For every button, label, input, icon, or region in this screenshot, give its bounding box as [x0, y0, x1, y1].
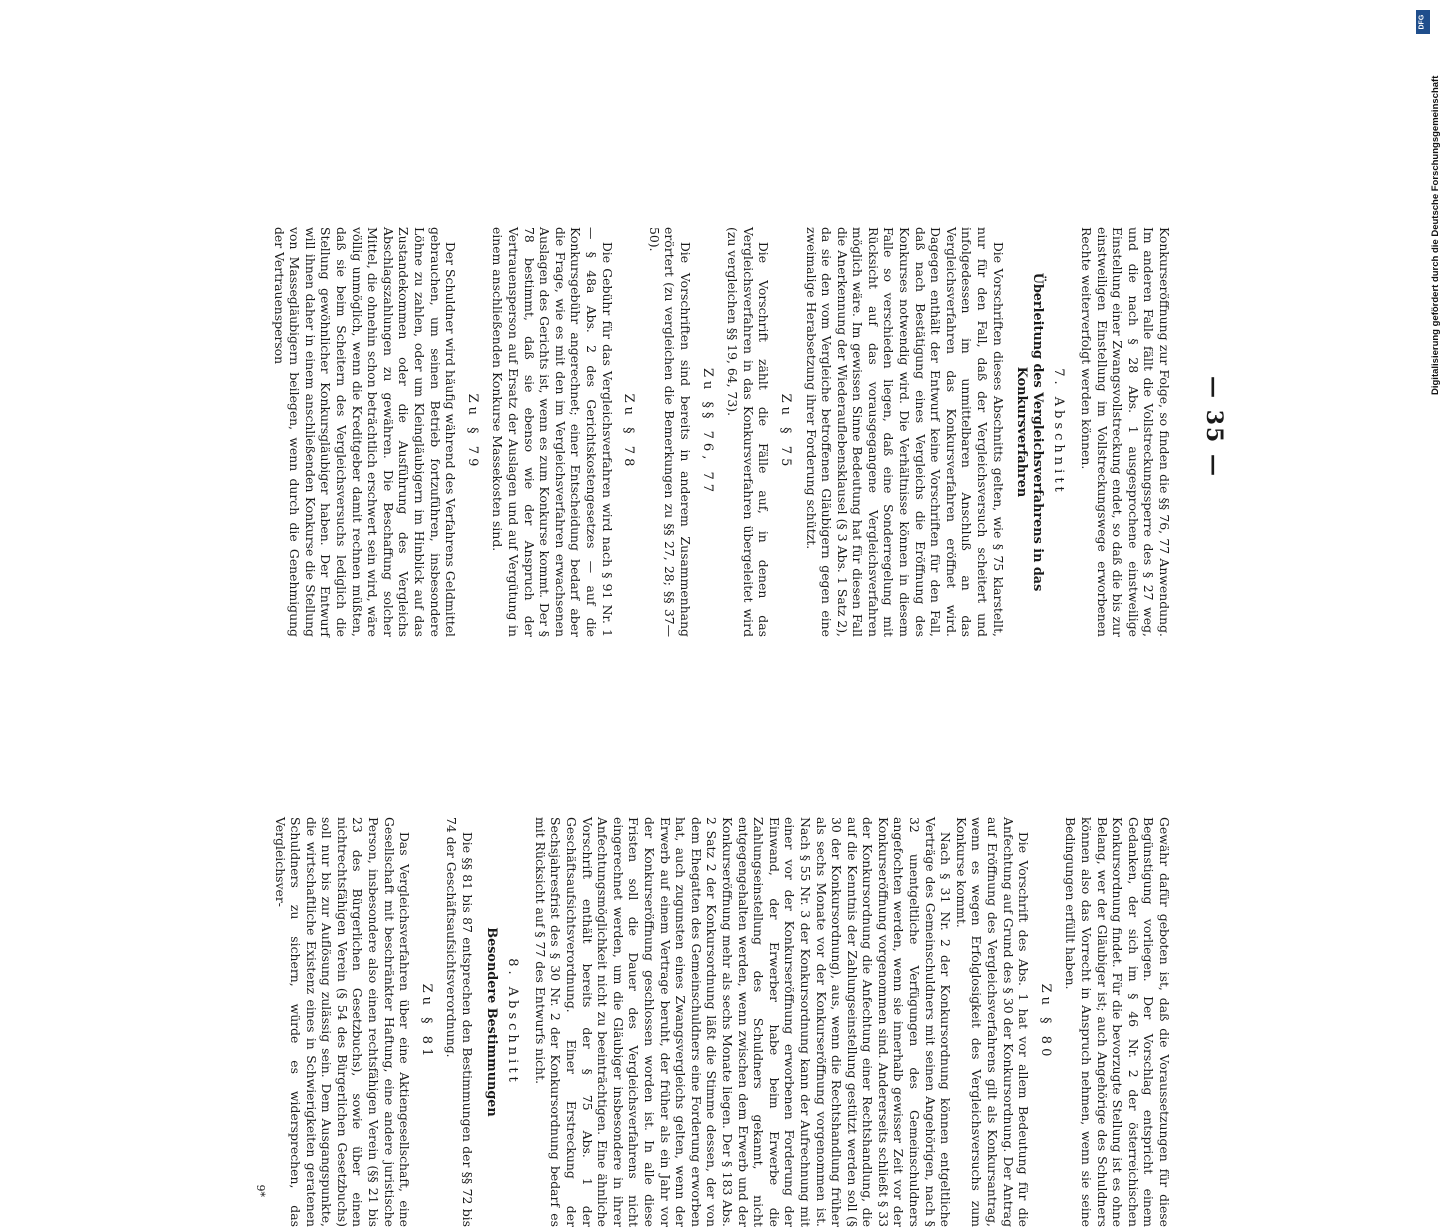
paragraph: Das Vergleichsverfahren über eine Aktiengesellschaft, eine Gesellschaft mit beschränkter Haftung, eine andere juristische Person, insbesondere also einen rechtsfähigen Verein (§§ 21 bis 23 des Bürgerlichen Gesetzbuchs), sowie über einen nichtrechtsfähigen Verein (§ 54 des Bürgerlichen Gesetzbuchs) soll nur bis zur Auflösung zulässig sein. Dem Ausgangspunkte, die wirtschaftliche Existenz eines in Schwierigkeiten geratenen Schuldners zu sichern, würde es widersprechen, das Vergleichsver- — [272, 817, 413, 1227]
paragraph: Die §§ 81 bis 87 entsprechen den Bestimmungen der §§ 72 bis 74 der Geschäftsaufsichtsverordnung. — [444, 817, 476, 1227]
digitization-note — [1416, 10, 1441, 395]
paragraph-heading: Zu §§ 76, 77 — [699, 367, 715, 497]
section-title: Überleitung des Vergleichsverfahrens in das Konkursverfahren — [1014, 272, 1045, 592]
page-number: — 35 — — [1201, 376, 1227, 478]
paragraph: Die Vorschrift des Abs. 1 hat vor allem Bedeutung für die Anfechtung auf Grund des § 30 der Konkursordnung. Der Antrag auf Eröffnung des Vergleichsverfahrens gilt als Konkursantrag, wenn es wegen Erfolglosigkeit des Vergleichsversuchs zum Konkurse kommt. — [953, 817, 1032, 1227]
paragraph: Gewähr dafür geboten ist, daß die Voraussetzungen für diese Begünstigung vorliegen. Der Vorschlag entspricht einem Gedanken, der sich im § 46 Nr. 2 der österreichischen Konkursordnung findet. Für die bevorzugte Stellung ist es ohne Belang, wer der Gläubiger ist; auch Angehörige des Schuldners können also das Vorrecht in Anspruch nehmen, wenn sie seine Bedingungen erfüllt haben. — [1063, 817, 1172, 1227]
signature-mark: 9* — [253, 1184, 267, 1197]
left-column — [271, 227, 1172, 637]
dfg-logo-text: DFG — [1418, 14, 1426, 30]
paragraph-heading: Zu § 80 — [1037, 983, 1053, 1061]
right-column — [252, 817, 1172, 1227]
paragraph: Die Vorschrift zählt die Fälle auf, in denen das Vergleichsverfahren in das Konkursverfahren übergeleitet wird (zu vergleichen §§ 19, 64, 73). — [725, 227, 772, 637]
paragraph-heading: Zu § 75 — [777, 393, 793, 471]
paragraph: Die Vorschriften dieses Abschnitts gelten, wie § 75 klarstellt, nur für den Fall, daß der Vergleichsversuch scheitert und infolgedessen im unmittelbaren Anschluß an das Vergleichsverfahren das Konkursverfahren eröffnet wird. Dagegen enthält der Entwurf keine Vorschriften für den Fall, daß nach Bestätigung eines Vergleichs die Eröffnung des Konkurses notwendig wird. Die Verhältnisse können in diesem Falle so verschieden liegen, daß eine Sonderregelung mit Rücksicht auf das vorausgegangene Vergleichsverfahren möglich wäre. Im gewissen Sinne Bedeutung hat für diesen Fall die Anerkennung der Wiederauflebensklausel (§ 3 Abs. 1 Satz 2), da sie den vom Vergleiche betroffenen Gläubigern gegen eine zweimalige Herabsetzung ihrer Forderung schützt. — [803, 227, 1006, 637]
paragraph: Die Vorschriften sind bereits in anderem Zusammenhang erörtert (zu vergleichen die Bemerkungen zu §§ 27, 28; §§ 37—50). — [646, 227, 693, 637]
paragraph: Nach § 31 Nr. 2 der Konkursordnung können entgeltliche Verträge des Gemeinschuldners mit seinen Angehörigen, nach § 32 unentgeltliche Verfügungen des Gemeinschuldners angefochten werden, wenn sie innerhalb gewisser Zeit vor der Konkurseröffnung vorgenommen sind. Andererseits schließt § 33 der Konkursordnung die Anfechtung einer Rechtshandlung, die auf die Kenntnis der Zahlungseinstellung gestützt werden soll (§ 30 der Konkursordnung), aus, wenn die Rechtshandlung früher als sechs Monate vor der Konkurseröffnung vorgenommen ist. Nach § 55 Nr. 3 der Konkursordnung kann der Aufrechnung mit einer vor der Konkurseröffnung erworbenen Forderung der Einwand, der Erwerber habe beim Erwerbe die Zahlungseinstellung des Schuldners gekannt, nicht entgegengehalten werden, wenn zwischen dem Erwerb und der Konkurseröffnung mehr als sechs Monate liegen. Der § 183 Abs. 2 Satz 2 der Konkursordnung läßt die Stimme dessen, der von dem Ehegatten des Gemeinschuldners eine Forderung erworben hat, auch zugunsten eines Zwangsvergleichs gelten, wenn der Erwerb auf einem Vertrage beruht, der früher als ein Jahr vor der Konkurseröffnung geschlossen worden ist. In alle diese Fristen soll die Dauer des Vergleichsverfahrens nicht eingerechnet werden, um die Gläubiger insbesondere in ihrer Anfechtungsmöglichkeit nicht zu beeinträchtigen. Eine ähnliche Vorschrift enthält bereits der § 75 Abs. 1 der Geschäftsaufsichtsverordnung. Einer Erstreckung der Sechsjahresfrist des § 30 Nr. 2 der Konkursordnung bedarf es mit Rücksicht auf § 77 des Entwurfs nicht. — [532, 817, 954, 1227]
paragraph-heading: Zu § 78 — [621, 393, 637, 471]
section-title: Besondere Bestimmungen — [483, 927, 499, 1117]
paragraph: Die Gebühr für das Vergleichsverfahren wird nach § 91 Nr. 1 — § 48a Abs. 2 des Gerichtskostengesetzes — auf die Konkursgebühr angerechnet; einer Entscheidung bedarf aber die Frage, wie es mit den im Vergleichsverfahren erwachsenen Auslagen des Gerichts ist, wenn es zum Konkurse kommt. Der § 78 bestimmt, daß sie ebenso wie der Anspruch der Vertrauensperson auf Ersatz der Auslagen und auf Vergütung in einem anschließenden Konkurse Massekosten sind. — [490, 227, 615, 637]
paragraph-heading: Zu § 79 — [464, 393, 480, 471]
section-number: 7. Abschnitt — [1051, 368, 1067, 496]
digitization-note-text: Digitalisierung gefördert durch die Deutsche Forschungsgemeinschaft — [1430, 75, 1441, 395]
paragraph: Der Schuldner wird häufig während des Verfahrens Geldmittel gebrauchen, um seinen Betrieb fortzuführen, insbesondere Löhne zu zahlen, oder um Kleingläubigern im Hinblick auf das Zustandekommen oder die Ausführung des Vergleichs Abschlagszahlungen zu gewähren. Die Beschaffung solcher Mittel, die ohnehin schon beträchtlich erschwert sein wird, wäre völlig unmöglich, wenn die Kreditgeber damit rechnen müßten, daß sie beim Scheitern des Vergleichsversuchs lediglich die Stellung gewöhnlicher Konkursgläubiger haben. Der Entwurf will ihnen daher in einem anschließenden Konkurse die Stellung von Massegläubigern beilegen, wenn durch die Genehmigung der Vertrauensperson — [271, 227, 459, 637]
dfg-logo — [1416, 10, 1430, 34]
paragraph-heading: Zu § 81 — [418, 983, 434, 1061]
section-number: 8. Abschnitt — [505, 958, 521, 1086]
paragraph: Konkurseröffnung zur Folge, so finden die §§ 76, 77 Anwendung. Im anderen Falle fällt die Vollstreckungssperre des § 27 weg, und die nach § 28 Abs. 1 ausgesprochene einstweilige Einstellung einer Zwangsvollstreckung endet, so daß die bis zur einstweiligen Einstellung im Vollstreckungswege erworbenen Rechte weiterverfolgt werden können. — [1079, 227, 1172, 637]
